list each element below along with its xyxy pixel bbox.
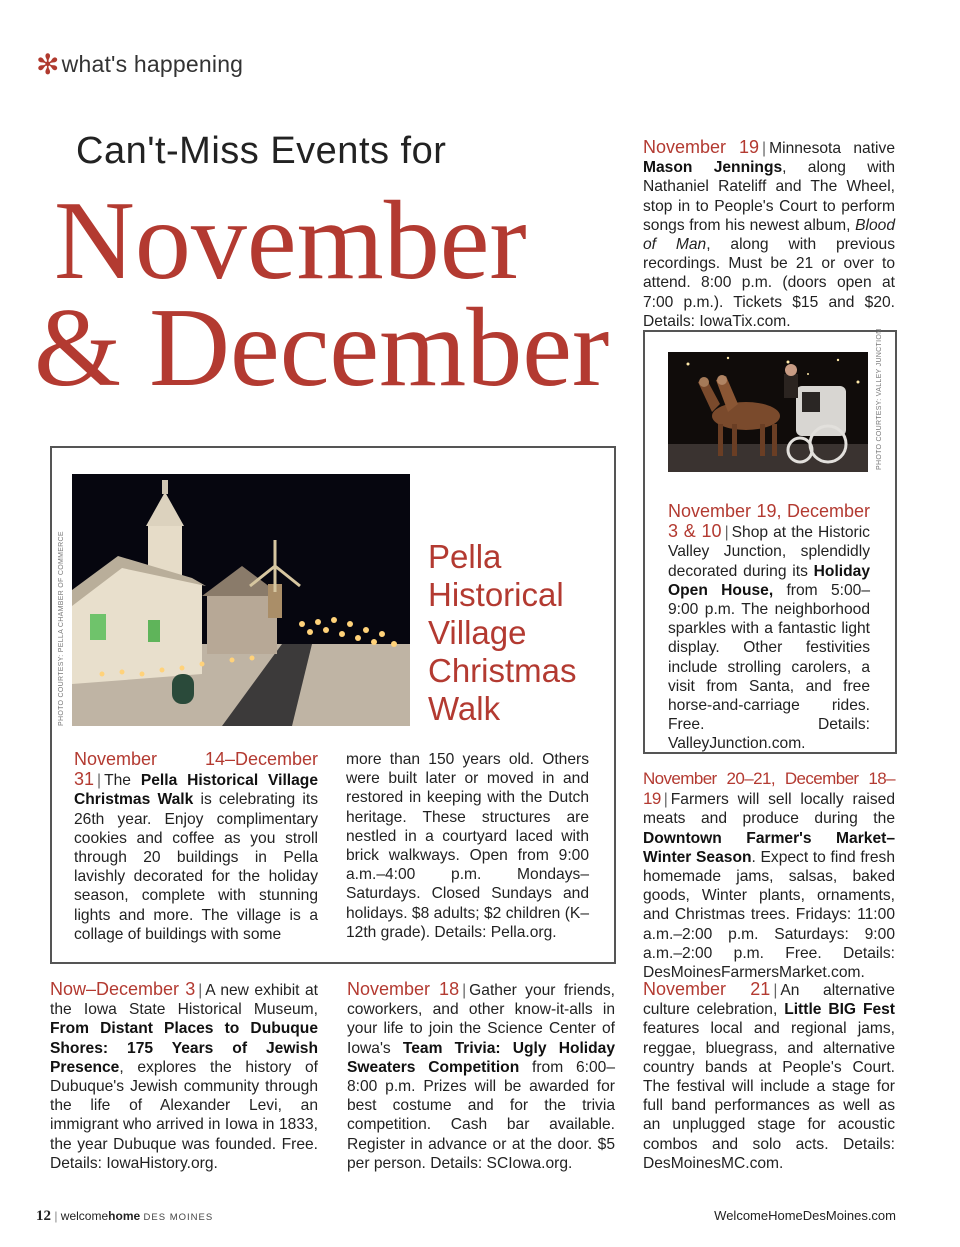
brand-light: welcome: [60, 1209, 109, 1223]
photo-credit: PHOTO COURTESY: VALLEY JUNCTION: [876, 328, 883, 470]
footer-site: WelcomeHomeDesMoines.com: [714, 1208, 896, 1223]
pella-village-illustration: [72, 474, 410, 726]
footer-left: [36, 1208, 213, 1225]
event-name: Little BIG Fest: [784, 1001, 896, 1019]
separator: |: [97, 772, 102, 790]
event-little-big-fest: [643, 980, 895, 1173]
separator: |: [724, 524, 729, 542]
event-date: November 19: [643, 137, 760, 157]
section-label-text: what's happening: [61, 51, 244, 77]
event-date: November 20–21, December 18–19: [643, 769, 895, 809]
event-text: . Expect to find fresh homemade jams, salsas, baked goods, Winter plants, ornaments, and Christmas trees. Fridays: 11:00 a.m.–2:00 p.m. Saturdays: 9:00 a.m.–2:00 p.m. Free. Details: DesMoinesFarmersMarket.com.: [643, 848, 895, 982]
event-name: From Distant Places to Dubuque Shores: 175 Years of Jewish Presence: [50, 1020, 318, 1076]
event-date: Now–December 3: [50, 979, 196, 999]
event-text: A new exhibit at the Iowa State Historical Museum,: [50, 982, 319, 1019]
brand-bold: home: [108, 1209, 141, 1223]
pella-photo: [72, 474, 410, 726]
feature-col1: [74, 750, 318, 944]
separator: |: [462, 982, 467, 999]
page-title-line2: & December: [34, 286, 610, 410]
event-text: is celebrating its 26th year. Enjoy complimentary cookies and coffee as you stroll through 20 buildings in Pella lavishly decorated for the holiday season, complete with stunning lights and more. The village is a collage of buildings with some: [74, 791, 318, 943]
page-title-line1: November: [54, 179, 527, 303]
carriage-illustration: [668, 352, 868, 472]
event-nov19: [643, 138, 895, 331]
feature-heading-line: Christmas: [428, 652, 577, 689]
event-farmers-market: [643, 769, 895, 982]
event-museum: [50, 980, 318, 1173]
feature-heading-line: Village: [428, 614, 527, 651]
photo-credit: PHOTO COURTESY: PELLA CHAMBER OF COMMERCE: [58, 531, 65, 726]
separator: |: [773, 982, 778, 999]
event-text: Shop at the Historic Valley Junction, splendidly decorated during its: [668, 524, 870, 580]
separator: |: [54, 1209, 61, 1223]
event-name: Team Trivia: Ugly Holiday Sweaters Competition: [347, 1039, 616, 1076]
event-text: , along with Nathaniel Rateliff and The Wheel, stop in to People's Court to perform songs from his newest album,: [643, 159, 895, 234]
separator: |: [762, 140, 767, 157]
feature-heading-line: Historical: [428, 576, 564, 613]
event-text: from 5:00–9:00 p.m. The neighborhood sparkles with a fantastic light display. Other festivities include strolling carolers, a visit from Santa, and free horse-and-carriage rides. Free. Details: ValleyJunction.com.: [668, 581, 870, 753]
event-text: Gather your friends, coworkers, and other know-it-alls in your life to join the Science Center of Iowa's: [347, 982, 615, 1057]
event-date: November 18: [347, 979, 460, 999]
album-title: Blood of Man: [643, 216, 895, 254]
feature-heading: [428, 538, 608, 728]
event-name: Mason Jennings: [643, 159, 783, 177]
feature-heading-line: Pella: [428, 538, 502, 575]
event-text: An alternative culture celebration,: [643, 982, 895, 1019]
event-date: November 19, December 3 & 10: [668, 501, 870, 542]
brand-city: DES MOINES: [143, 1212, 214, 1223]
separator: |: [663, 791, 668, 809]
event-text: The: [104, 772, 141, 790]
event-name: Downtown Farmer's Market–Winter Season: [643, 829, 895, 866]
separator: |: [198, 982, 203, 999]
brand: [61, 1209, 140, 1223]
event-date: November 14–December 31: [74, 749, 318, 790]
event-name: Holiday Open House,: [668, 562, 870, 599]
asterisk-icon: ✻: [36, 49, 60, 80]
feature-col2: more than 150 years old. Others were built later or moved in and restored in keeping with the Dutch heritage. These structures are nestled in a courtyard laced with brick walkways. Open from 9:00 a.m.–4:00 p.m. Mondays–Saturdays. Closed Sundays and holidays. $8 adults; $2 children (K–12th grade). Details: Pella.org.: [346, 751, 589, 941]
event-text: , explores the history of Dubuque's Jewish community through the life of Alexander Levi, an immigrant who arrived in Iowa in 1833, the year Dubuque was founded. Free. Details: IowaHistory.org.: [50, 1058, 318, 1172]
event-valley-junction: [668, 502, 870, 754]
event-date: November 21: [643, 979, 771, 999]
event-text: features local and regional jams, reggae, bluegrass, and alternative country bands at People's Court. The festival will include a stage for full band performances as well as an unplugged stage for acoustic combos and solo acts. Details: DesMoinesMC.com.: [643, 1020, 895, 1172]
event-trivia: [347, 980, 615, 1173]
event-text: from 6:00–8:00 p.m. Prizes will be awarded for best costume and for the trivia competition. Cash bar available. Register in advance or at the door. $5 per person. Details: SCIowa.org.: [347, 1058, 615, 1172]
event-text: , along with previous recordings. Must be 21 or over to attend. 8:00 p.m. (doors open at 7:00 p.m.). Tickets $15 and $20. Details: IowaTix.com.: [643, 236, 895, 330]
section-label: [36, 46, 243, 79]
feature-heading-line: Walk: [428, 690, 501, 727]
page-number: 12: [36, 1208, 51, 1224]
event-text: Minnesota native: [769, 140, 895, 157]
event-text: Farmers will sell locally raised meats and produce during the: [643, 791, 895, 828]
event-name: Pella Historical Village Christmas Walk: [74, 772, 318, 809]
carriage-photo: [668, 352, 868, 472]
page-subtitle: Can't-Miss Events for: [76, 130, 447, 172]
